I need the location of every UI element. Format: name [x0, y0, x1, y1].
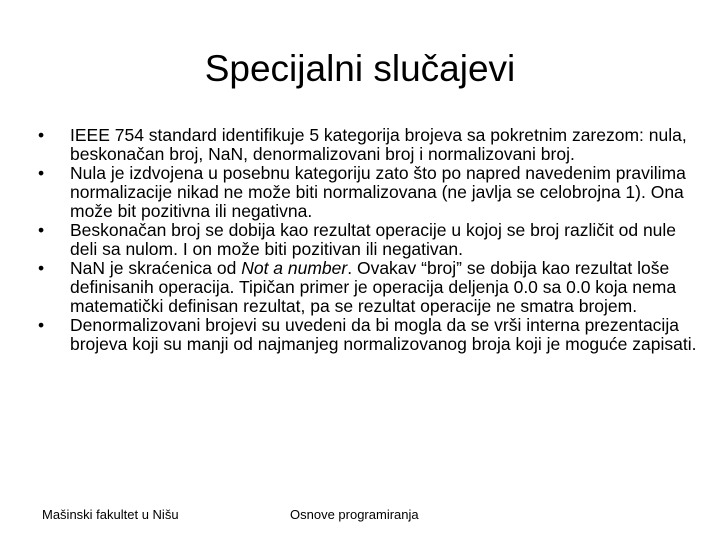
- bullet-text-before: NaN je skraćenica od: [70, 258, 242, 278]
- bullet-text: Beskonačan broj se dobija kao rezultat operacije u kojoj se broj različit od nule deli sa nulom. I on može biti pozitivan ili negativan.: [70, 220, 677, 259]
- bullet-item-infinity: [38, 221, 698, 259]
- bullet-icon: •: [38, 125, 45, 145]
- bullet-text-italic: Not a number: [241, 258, 348, 278]
- bullet-item-zero: [38, 164, 698, 221]
- bullet-text: Nula je izdvojena u posebnu kategoriju zato što po napred navedenim pravilima normalizacije nikad ne može biti normalizovana (ne javlja se celobrojna 1). Ona može bit pozitivna ili negativna.: [70, 163, 686, 221]
- slide-title: Specijalni slučajevi: [204, 48, 516, 89]
- bullet-text: Denormalizovani brojevi su uvedeni da bi mogla da se vrši interna prezentacija brojeva koji su manji od najmanjeg normalizovanog broja koji je moguće zapisati.: [70, 315, 697, 354]
- bullet-icon: •: [38, 220, 45, 240]
- bullet-icon: •: [38, 163, 45, 183]
- bullet-list: [38, 126, 698, 354]
- footer-faculty: Mašinski fakultet u Nišu: [42, 507, 179, 522]
- bullet-icon: •: [38, 315, 45, 335]
- bullet-item-ieee754: [38, 126, 698, 164]
- bullet-item-nan: [38, 259, 698, 316]
- bullet-text: [70, 258, 676, 316]
- bullet-item-denormalized: [38, 316, 698, 354]
- bullet-text-after: . Ovakav “broj” se dobija kao rezultat loše definisanih operacija. Tipičan primer je operacija deljenja 0.0 sa 0.0 koja nema matematički definisan rezultat, pa se rezultat operacije ne smatra brojem.: [70, 258, 677, 316]
- bullet-icon: •: [38, 258, 45, 278]
- footer-course: Osnove programiranja: [290, 507, 419, 522]
- bullet-text: IEEE 754 standard identifikuje 5 kategorija brojeva sa pokretnim zarezom: nula, beskonačan broj, NaN, denormalizovani broj i normalizovani broj.: [70, 125, 687, 164]
